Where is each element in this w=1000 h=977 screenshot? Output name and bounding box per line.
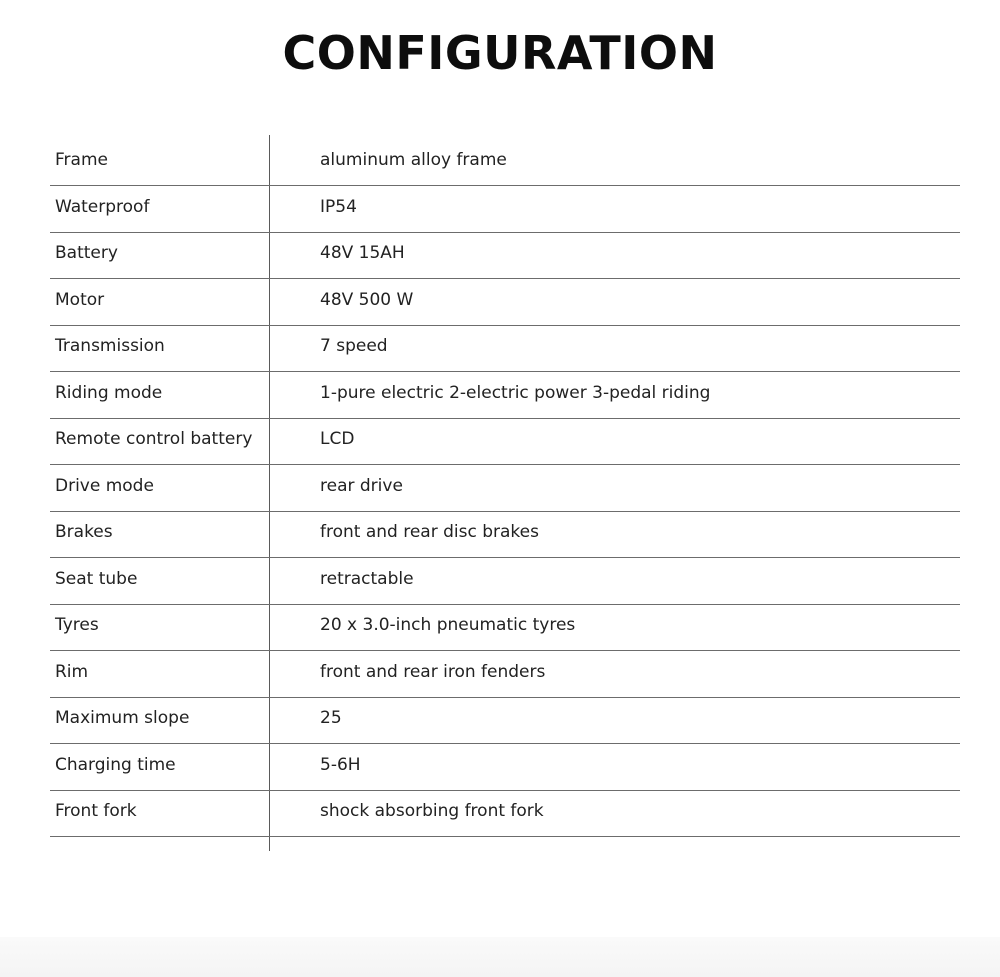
- spec-label: Front fork: [55, 801, 137, 821]
- spec-row: [50, 605, 960, 651]
- spec-value: aluminum alloy frame: [320, 150, 507, 170]
- spec-value: 5-6H: [320, 754, 361, 775]
- spec-value: 20 x 3.0-inch pneumatic tyres: [320, 615, 576, 635]
- spec-row: [50, 280, 960, 326]
- spec-row: [50, 652, 960, 698]
- spec-row: [50, 466, 960, 512]
- spec-value: 7 speed: [320, 336, 388, 356]
- spec-value: 25: [320, 708, 342, 728]
- spec-row: [50, 559, 960, 605]
- spec-label: Transmission: [55, 336, 165, 356]
- spec-value: rear drive: [320, 475, 403, 496]
- spec-table: [50, 135, 960, 855]
- spec-label: Riding mode: [55, 382, 163, 403]
- spec-label: Seat tube: [55, 568, 138, 589]
- spec-label: Waterproof: [55, 196, 150, 217]
- spec-value: IP54: [320, 196, 357, 217]
- spec-value: 1-pure electric 2-electric power 3-pedal riding: [320, 382, 711, 403]
- spec-row: [50, 187, 960, 233]
- spec-label: Battery: [55, 243, 118, 263]
- spec-value: retractable: [320, 568, 414, 589]
- spec-label: Tyres: [55, 615, 99, 635]
- spec-row: [50, 791, 960, 837]
- spec-label: Remote control battery: [55, 429, 253, 449]
- spec-row: [50, 698, 960, 744]
- spec-row: [50, 233, 960, 279]
- spec-label: Drive mode: [55, 475, 154, 496]
- spec-value: front and rear iron fenders: [320, 661, 546, 682]
- spec-value: LCD: [320, 429, 355, 449]
- spec-value: shock absorbing front fork: [320, 801, 544, 821]
- spec-value: front and rear disc brakes: [320, 522, 539, 542]
- footer-band: [0, 937, 1000, 977]
- spec-row: [50, 373, 960, 419]
- spec-label: Motor: [55, 289, 105, 310]
- spec-label: Frame: [55, 150, 108, 170]
- spec-row: [50, 512, 960, 558]
- row-divider: [50, 836, 960, 837]
- spec-label: Maximum slope: [55, 708, 190, 728]
- spec-row: [50, 326, 960, 372]
- spec-value: 48V 15AH: [320, 243, 405, 263]
- spec-label: Rim: [55, 661, 89, 682]
- spec-row: [50, 140, 960, 186]
- spec-label: Brakes: [55, 522, 113, 542]
- page-title: CONFIGURATION: [282, 26, 718, 80]
- spec-label: Charging time: [55, 754, 176, 775]
- spec-row: [50, 745, 960, 791]
- spec-value: 48V 500 W: [320, 289, 414, 310]
- spec-row: [50, 419, 960, 465]
